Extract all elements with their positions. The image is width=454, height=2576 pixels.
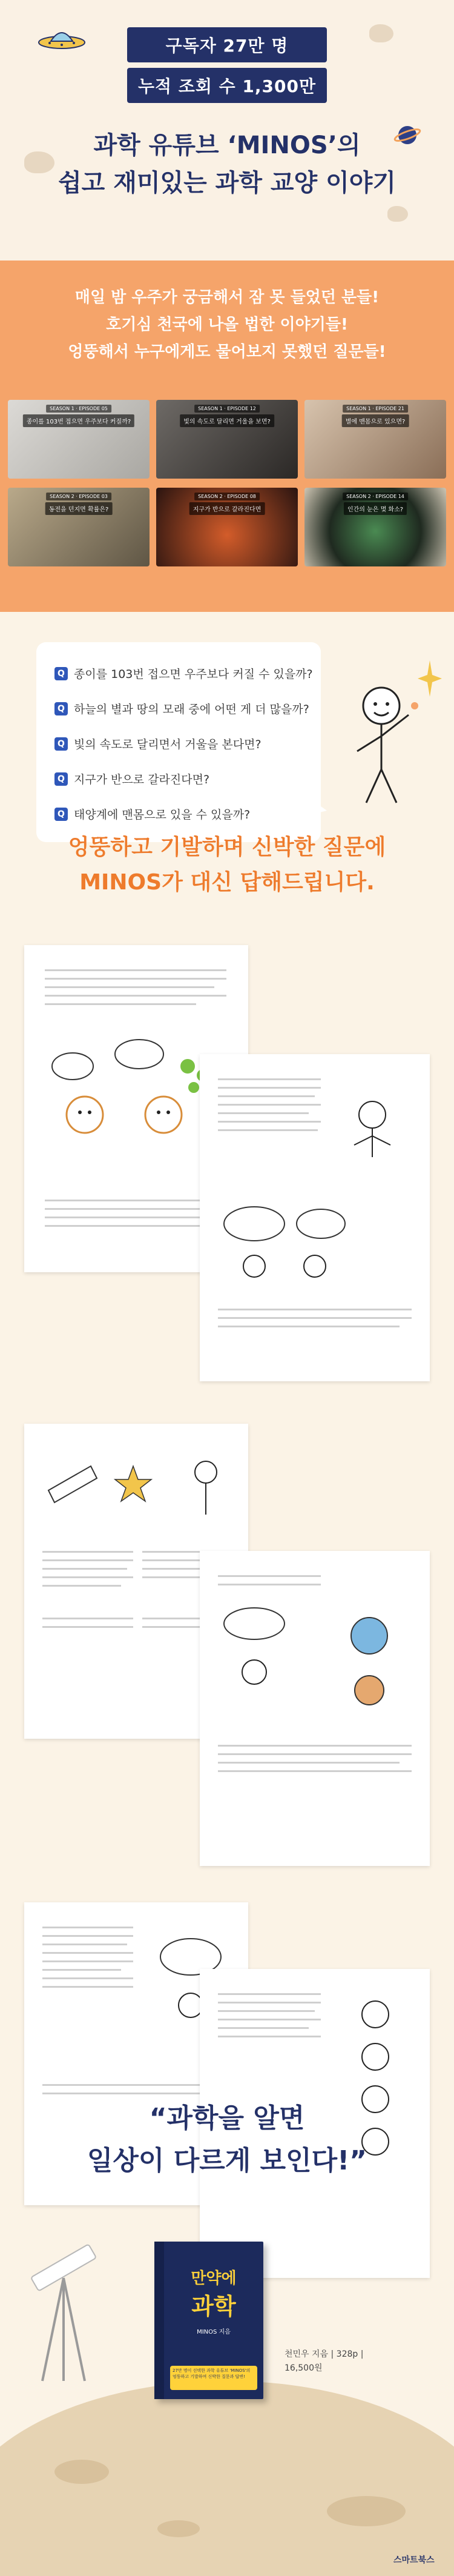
book-page xyxy=(200,1551,430,1866)
book-title-line2: 과학 xyxy=(191,2293,236,2320)
headline-line2: MINOS가 대신 답해드립니다. xyxy=(79,870,375,895)
hero-title-line1: 과학 유튜브 ‘MINOS’의 xyxy=(93,131,361,159)
question-item xyxy=(54,735,262,752)
question-mark-icon: Q xyxy=(54,702,68,715)
question-text: 빛의 속도로 달리면서 거울을 본다면? xyxy=(74,738,262,751)
questions-section xyxy=(0,612,454,957)
stick-figure-icon xyxy=(339,679,430,812)
question-mark-icon: Q xyxy=(54,808,68,821)
episode-tag: SEASON 2 · EPISODE 03 xyxy=(46,493,111,500)
book-author: MINOS 지음 xyxy=(197,2329,231,2335)
book-blurb: 27만 명이 선택한 과학 유튜브 'MINOS'의 엉뚱하고 기발하며 신박한 질문과 답변! xyxy=(170,2366,257,2390)
question-text: 태양계에 맨몸으로 있을 수 있을까? xyxy=(74,808,251,822)
quote-line2: 일상이 다르게 보인다!” xyxy=(87,2145,367,2176)
episode-tile[interactable] xyxy=(8,488,150,566)
episode-tile[interactable] xyxy=(304,488,446,566)
question-mark-icon: Q xyxy=(54,737,68,751)
hero-title-line2: 쉽고 재미있는 과학 교양 이야기 xyxy=(58,169,396,197)
crater-decoration xyxy=(327,2496,406,2526)
headline-line1: 엉뚱하고 기발하며 신박한 질문에 xyxy=(68,835,386,860)
episode-tile[interactable] xyxy=(304,400,446,479)
episode-tile[interactable] xyxy=(156,400,298,479)
subscriber-badge: 구독자 27만 명 xyxy=(127,27,327,62)
episode-tile[interactable] xyxy=(8,400,150,479)
question-text: 하늘의 별과 땅의 모래 중에 어떤 게 더 많을까? xyxy=(74,703,309,716)
telescope-star-doodle-icon xyxy=(36,1442,236,1533)
speech-bubble-tail xyxy=(303,794,327,817)
episode-tag: SEASON 1 · EPISODE 21 xyxy=(343,405,408,413)
crater-decoration xyxy=(54,2460,109,2484)
question-text: 종이를 103번 접으면 우주보다 커질 수 있을까? xyxy=(74,668,313,681)
question-item xyxy=(54,700,309,717)
episode-caption: 지구가 반으로 갈라진다면 xyxy=(189,502,265,515)
face-series-doodle-icon xyxy=(333,1993,418,2163)
question-mark-icon: Q xyxy=(54,667,68,680)
book-title-line1: 만약에 xyxy=(191,2269,237,2288)
crater-decoration xyxy=(157,2520,200,2537)
publisher-logo: 스마트북스 xyxy=(393,2555,435,2565)
hero-section xyxy=(0,0,454,261)
intro-line3: 엉뚱해서 누구에게도 물어보지 못했던 질문들! xyxy=(68,343,386,361)
rock-decoration xyxy=(369,24,393,42)
views-badge: 누적 조회 수 1,300만 xyxy=(127,68,327,103)
planet-doodle-icon xyxy=(218,1599,418,1721)
rock-decoration xyxy=(387,206,408,222)
episode-tag: SEASON 1 · EPISODE 12 xyxy=(194,405,260,413)
episode-tag: SEASON 1 · EPISODE 05 xyxy=(46,405,111,413)
question-item xyxy=(54,771,209,787)
episode-tag: SEASON 2 · EPISODE 14 xyxy=(343,493,408,500)
book-spine xyxy=(154,2242,164,2399)
book-page xyxy=(200,1054,430,1381)
episode-tag: SEASON 2 · EPISODE 08 xyxy=(194,493,260,500)
quote-line1: “과학을 알면 xyxy=(149,2103,305,2134)
episode-caption: 종이를 103번 접으면 우주보다 커질까? xyxy=(23,414,134,427)
question-text: 지구가 반으로 갈라진다면? xyxy=(74,773,210,786)
sparkle-icon xyxy=(418,660,442,697)
book-price: 16,500원 xyxy=(285,2363,323,2373)
episode-tile[interactable] xyxy=(156,488,298,566)
episode-caption: 인간의 눈은 몇 화소? xyxy=(344,502,407,515)
book-cover[interactable] xyxy=(154,2242,263,2399)
conversation-doodle-icon xyxy=(218,1200,418,1290)
episode-caption: 동전을 던지면 확률은? xyxy=(45,502,113,515)
telescope-icon xyxy=(24,2236,103,2393)
ufo-icon xyxy=(38,24,86,55)
intro-line1: 매일 밤 우주가 궁금해서 잠 못 들었던 분들! xyxy=(74,288,380,307)
question-item xyxy=(54,665,313,682)
question-item xyxy=(54,806,250,822)
book-info: 천민우 지음 | 328p | xyxy=(285,2349,364,2359)
stick-figure-icon xyxy=(327,1078,418,1175)
intro-section xyxy=(0,261,454,612)
episode-caption: 별에 맨몸으로 있으면? xyxy=(342,414,409,427)
episode-caption: 빛의 속도로 달리면 거울을 보면? xyxy=(180,414,274,427)
question-mark-icon: Q xyxy=(54,772,68,786)
intro-line2: 호기심 천국에 나올 법한 이야기들! xyxy=(106,316,348,334)
